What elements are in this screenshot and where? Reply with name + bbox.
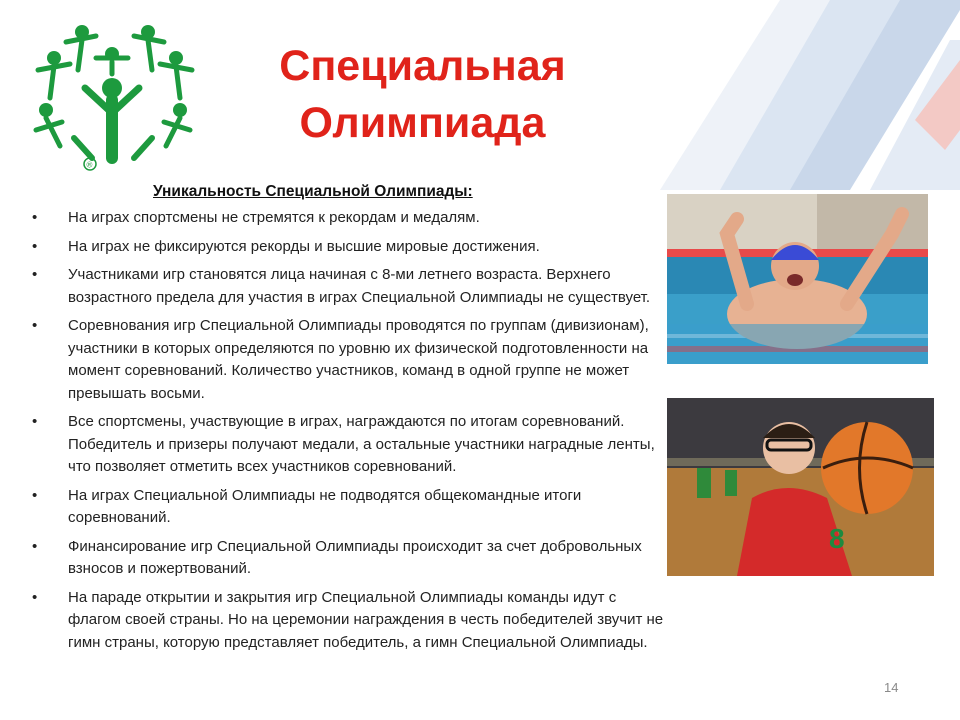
list-item-text: На играх Специальной Олимпиады не подводятся общекомандные итоги соревнований. [68, 486, 582, 526]
list-item-text: На параде открытии и закрытия игр Специальной Олимпиады команды идут с флагом своей страны. Но на церемонии награждения в честь победителей звучит не гимн страны, которую представляет победитель, а гимн Специальной Олимпиады. [68, 588, 664, 651]
page-number: 14 [884, 680, 899, 695]
registered-mark: ® [86, 160, 93, 170]
bullet-dot-icon: • [32, 413, 38, 430]
title-line-2: Олимпиада [299, 99, 546, 147]
list-item-text: Финансирование игр Специальной Олимпиады происходит за счет добровольных взносов и пожертвований. [68, 537, 642, 577]
list-item-text: Все спортсмены, участвующие в играх, награждаются по итогам соревнований. Победитель и призеры получают медали, а остальные участники наградные ленты, что позволяет отметить всех участников соревнований. [68, 413, 655, 475]
list-item-text: На играх спортсмены не стремятся к рекордам и медалям. [68, 209, 480, 226]
bullet-dot-icon: • [32, 588, 38, 606]
bullet-dot-icon: • [32, 486, 38, 504]
title-line-1: Специальная [279, 42, 566, 90]
bullet-dot-icon: • [32, 537, 38, 555]
list-item [28, 264, 668, 309]
swimmer-photo [667, 194, 928, 364]
slide-title [230, 38, 615, 152]
section-subtitle: Уникальность Специальной Олимпиады: [153, 183, 473, 200]
list-item [28, 207, 668, 230]
list-item [28, 315, 668, 405]
basketball-player-photo [667, 398, 934, 576]
list-item-text: Соревнования игр Специальной Олимпиады проводятся по группам (дивизионам), участники в которых определяются по уровню их физической подготовленности на момент соревнований. Количество участников, команд в одной группе не может превышать восьми. [68, 317, 649, 402]
list-item [28, 485, 668, 530]
list-item [28, 587, 668, 655]
special-olympics-logo [30, 18, 195, 176]
list-item [28, 411, 668, 479]
list-item-text: Участниками игр становятся лица начиная с 8-ми летнего возраста. Верхнего возрастного предела для участия в играх Специальной Олимпиады не существует. [68, 266, 651, 306]
bullet-dot-icon: • [32, 237, 38, 255]
decorative-stripes [660, 0, 960, 190]
svg-text:8: 8 [829, 523, 845, 554]
bullet-dot-icon: • [32, 317, 38, 334]
bullet-dot-icon: • [32, 209, 38, 226]
list-item [28, 236, 668, 259]
bullet-list [28, 207, 668, 660]
list-item [28, 536, 668, 581]
bullet-dot-icon: • [32, 266, 38, 283]
list-item-text: На играх не фиксируются рекорды и высшие мировые достижения. [68, 237, 540, 255]
